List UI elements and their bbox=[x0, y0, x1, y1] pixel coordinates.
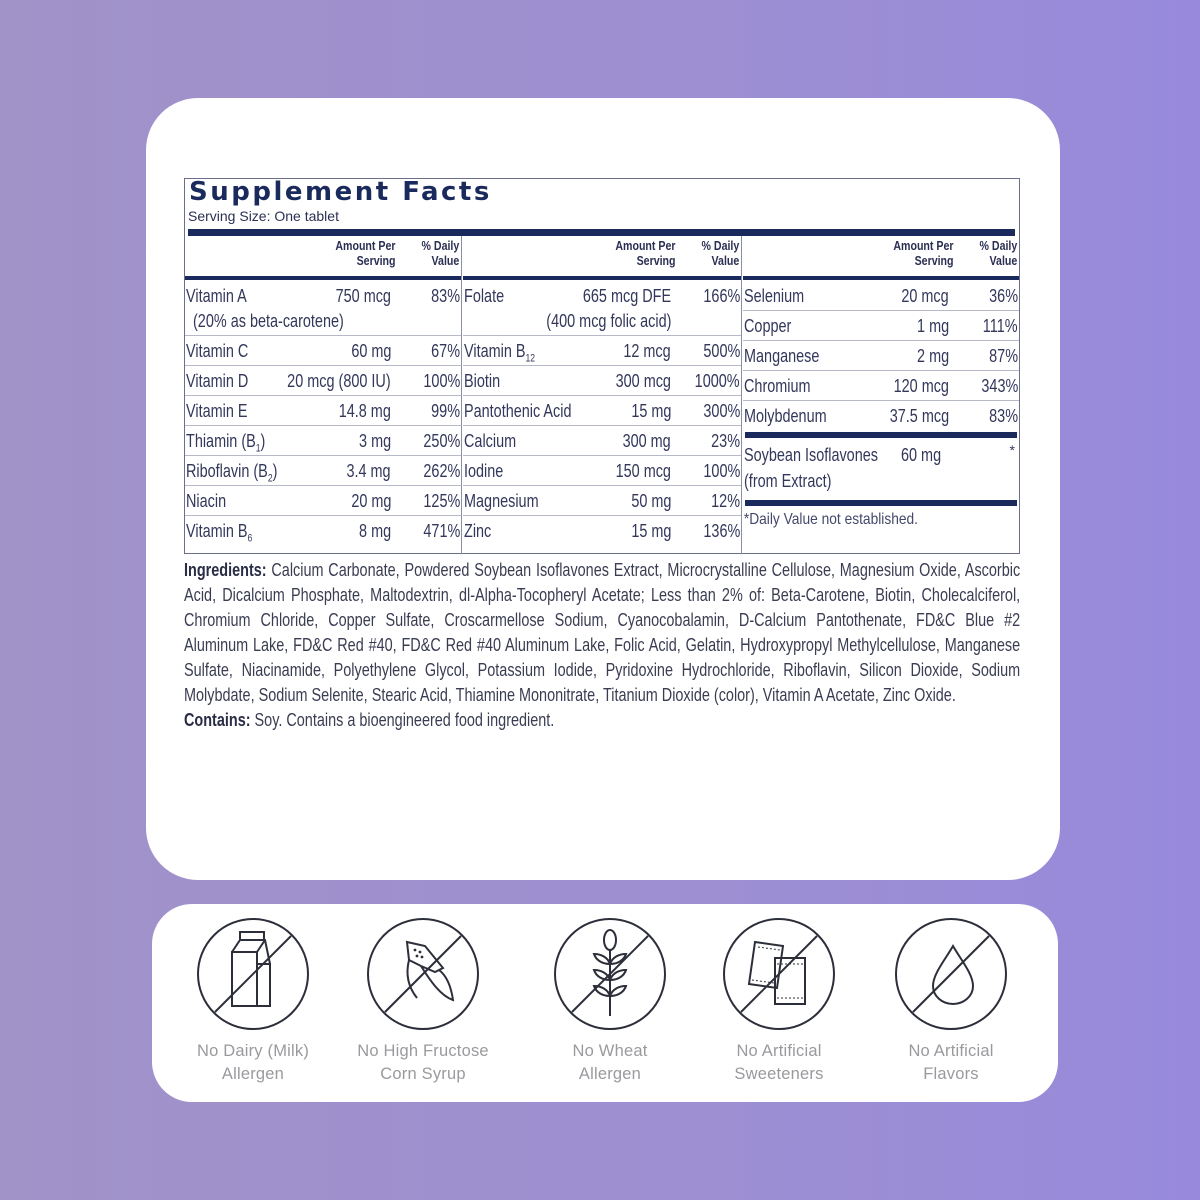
ingredients-label: Ingredients: bbox=[184, 559, 267, 580]
badge-label: No Artificial Sweeteners bbox=[734, 1042, 824, 1083]
badge-no-artificial-flavors bbox=[866, 916, 1036, 1086]
wheat-icon bbox=[552, 916, 668, 1032]
contains-text: Soy. Contains a bioengineered food ingredient. bbox=[254, 709, 555, 730]
ingredients-section bbox=[184, 557, 1020, 732]
supplement-facts-card bbox=[146, 98, 1060, 880]
badge-label: No Wheat Allergen bbox=[572, 1042, 648, 1083]
column-header: Amount Per Serving % Daily Value bbox=[893, 239, 1018, 268]
nutrient-row: Chromium 120 mcg 343% bbox=[743, 371, 1019, 401]
droplet-icon bbox=[893, 916, 1009, 1032]
nutrient-row: Vitamin $B_{12}$ 12 mcg 500% bbox=[463, 336, 741, 366]
nutrient-row: Vitamin E 14.8 mg 99% bbox=[185, 396, 461, 426]
badge-no-hfcs bbox=[338, 916, 508, 1086]
facts-column-1 bbox=[185, 236, 462, 554]
supplement-facts-panel bbox=[184, 178, 1020, 554]
nutrient-row: Biotin 300 mcg 1000% bbox=[463, 366, 741, 396]
serving-size: Serving Size: One tablet bbox=[188, 208, 339, 224]
nutrient-row: Magnesium 50 mg 12% bbox=[463, 486, 741, 516]
nutrient-row: Iodine 150 mcg 100% bbox=[463, 456, 741, 486]
contains-label: Contains: bbox=[184, 709, 251, 730]
nutrient-row: Pantothenic Acid 15 mg 300% bbox=[463, 396, 741, 426]
nutrient-row: Molybdenum 37.5 mcg 83% bbox=[744, 405, 1018, 426]
facts-title: Supplement Facts bbox=[189, 177, 492, 207]
nutrient-row: Vitamin A 750 mcg 83% (20% as beta-carotene) bbox=[185, 281, 461, 336]
nutrient-row: Niacin 20 mg 125% bbox=[185, 486, 461, 516]
facts-column-3 bbox=[743, 236, 1019, 554]
nutrient-row: Calcium 300 mg 23% bbox=[463, 426, 741, 456]
sweetener-packets-icon bbox=[721, 916, 837, 1032]
column-header-bar bbox=[185, 276, 461, 280]
badge-label: No Dairy (Milk) Allergen bbox=[196, 1042, 310, 1083]
nutrient-row: Zinc 15 mg 136% bbox=[464, 520, 740, 541]
badge-no-artificial-sweeteners bbox=[694, 916, 864, 1086]
badge-label: No High Fructose Corn Syrup bbox=[357, 1042, 489, 1083]
soy-isoflavones-row: Soybean Isoflavones 60 mg * (from Extract) bbox=[744, 442, 1015, 491]
column-header-bar bbox=[743, 276, 1019, 280]
badge-no-dairy bbox=[168, 916, 338, 1086]
facts-column-2 bbox=[463, 236, 742, 554]
badge-label: No Artificial Flavors bbox=[908, 1042, 994, 1083]
nutrient-row: Manganese 2 mg 87% bbox=[743, 341, 1019, 371]
nutrient-row: Vitamin C 60 mg 67% bbox=[185, 336, 461, 366]
column-header: Amount Per Serving % Daily Value bbox=[335, 239, 460, 268]
milk-carton-icon bbox=[195, 916, 311, 1032]
nutrient-row: Thiamin $(B_1)$ 3 mg 250% bbox=[185, 426, 461, 456]
header-divider bbox=[188, 229, 1015, 236]
column-header-bar bbox=[463, 276, 741, 280]
nutrient-row: Selenium 20 mcg 36% bbox=[743, 281, 1019, 311]
daily-value-footnote: *Daily Value not established. bbox=[743, 511, 919, 528]
nutrient-row: Riboflavin $(B_2)$ 3.4 mg 262% bbox=[185, 456, 461, 486]
free-from-badges-card bbox=[152, 904, 1058, 1102]
nutrient-row: Vitamin $B_6$ 8 mg 471% bbox=[186, 520, 460, 545]
nutrient-row: Vitamin D 20 mcg (800 IU) 100% bbox=[185, 366, 461, 396]
column-header: Amount Per Serving % Daily Value bbox=[615, 239, 740, 268]
corn-icon bbox=[365, 916, 481, 1032]
nutrient-row: Folate 665 mcg DFE 166% (400 mcg folic acid) bbox=[463, 281, 741, 336]
nutrient-row: Copper 1 mg 111% bbox=[743, 311, 1019, 341]
badge-no-wheat bbox=[525, 916, 695, 1086]
ingredients-text: Calcium Carbonate, Powdered Soybean Isoflavones Extract, Microcrystalline Cellulose, Magnesium Oxide, Ascorbic Acid, Dicalcium Phosphate, Maltodextrin, dl-Alpha-Tocopheryl Acetate; Less than 2% of: Beta-Carotene, Biotin, Cholecalciferol, Chromium Chloride, Copper Sulfate, Croscarmellose Sodium, Cyanocobalamin, D-Calcium Pantothenate, FD&C Blue #2 Aluminum Lake, FD&C Red #40, FD&C Red #40 Aluminum Lake, Folic Acid, Gelatin, Hydroxypropyl Methylcellulose, Manganese Sulfate, Niacinamide, Polyethylene Glycol, Potassium Iodide, Pyridoxine Hydrochloride, Riboflavin, Silicon Dioxide, Sodium Molybdate, Sodium Selenite, Stearic Acid, Thiamine Mononitrate, Titanium Dioxide (color), Vitamin A Acetate, Zinc Oxide. bbox=[184, 559, 1021, 705]
